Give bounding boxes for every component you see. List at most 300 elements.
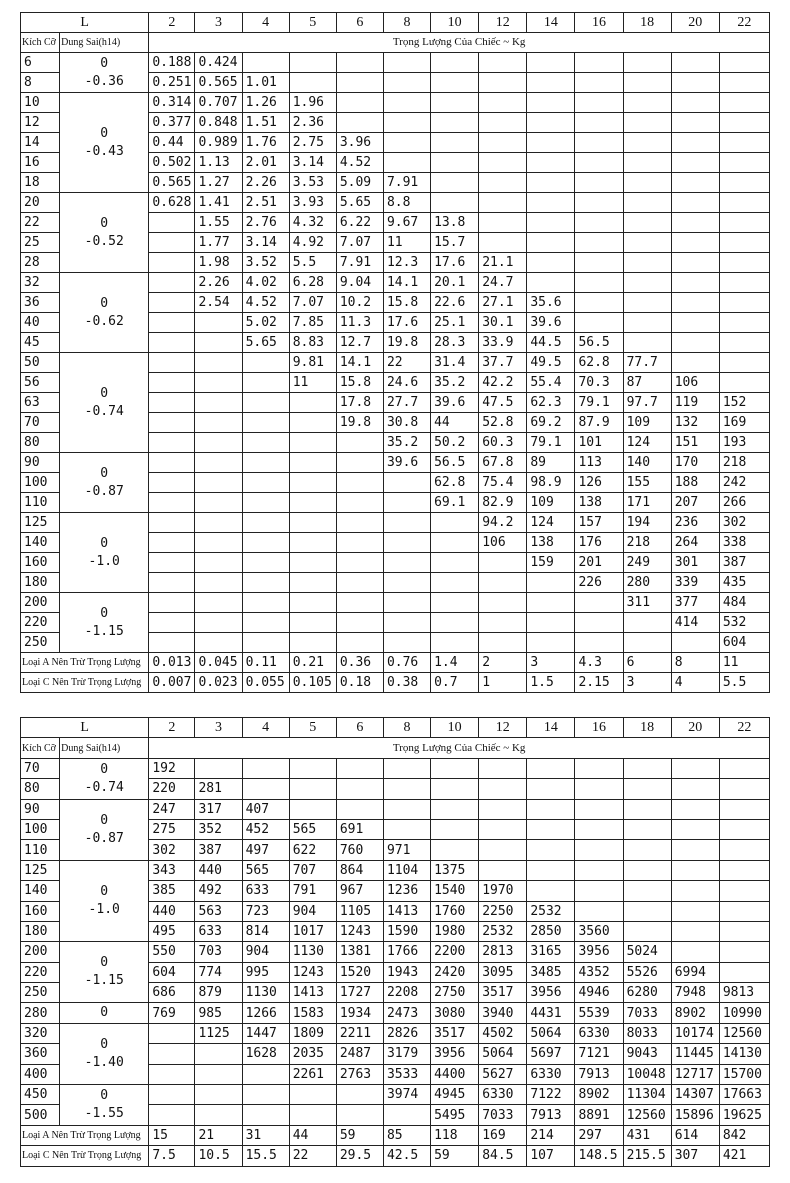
weight-cell (719, 373, 769, 393)
weight-cell (623, 233, 671, 253)
weight-cell (383, 533, 430, 553)
weight-cell (671, 113, 719, 133)
deduction-cell: 85 (383, 1125, 430, 1145)
weight-cell (527, 573, 575, 593)
weight-cell: 44 (431, 413, 479, 433)
weight-cell: 4400 (431, 1064, 479, 1084)
weight-cell: 5.65 (242, 333, 289, 353)
weight-cell (149, 313, 195, 333)
weight-cell: 13.8 (431, 213, 479, 233)
weight-cell (575, 613, 623, 633)
weight-cell (623, 153, 671, 173)
weight-cell (719, 233, 769, 253)
deduction-cell: 307 (671, 1146, 719, 1166)
weight-cell: 82.9 (479, 493, 527, 513)
length-header-cell: 20 (671, 718, 719, 738)
weight-cell: 124 (623, 433, 671, 453)
weight-cell (431, 133, 479, 153)
size-cell: 90 (21, 453, 60, 473)
weight-cell: 101 (575, 433, 623, 453)
weight-cell: 3179 (383, 1044, 430, 1064)
table-row (21, 453, 770, 473)
weight-cell: 1130 (242, 983, 289, 1003)
tolerance-value: 0 (100, 535, 109, 551)
weight-cell (671, 881, 719, 901)
weight-cell (336, 613, 383, 633)
weight-cell: 3485 (527, 962, 575, 982)
weight-cell (149, 373, 195, 393)
table-row (21, 1003, 770, 1023)
weight-cell: 760 (336, 840, 383, 860)
weight-cell: 4.32 (289, 213, 336, 233)
weight-cell: 106 (671, 373, 719, 393)
tolerance-cell (60, 1023, 149, 1084)
size-cell: 125 (21, 513, 60, 533)
weight-cell: 70.3 (575, 373, 623, 393)
weight-cell: 152 (719, 393, 769, 413)
weight-cell (383, 1105, 430, 1125)
length-header-cell: 8 (383, 13, 430, 33)
weight-cell (336, 553, 383, 573)
weight-cell: 207 (671, 493, 719, 513)
deduction-row (21, 1125, 770, 1145)
weight-cell (289, 779, 336, 799)
weight-cell: 2750 (431, 983, 479, 1003)
weight-cell (336, 53, 383, 73)
weight-cell: 49.5 (527, 353, 575, 373)
length-header-cell: 2 (149, 13, 195, 33)
weight-cell: 33.9 (479, 333, 527, 353)
weight-cell: 27.7 (383, 393, 430, 413)
weight-cell (431, 573, 479, 593)
deduction-row (21, 653, 770, 673)
deduction-cell: 118 (431, 1125, 479, 1145)
header-row (21, 718, 770, 738)
weight-cell: 194 (623, 513, 671, 533)
weight-cell (242, 633, 289, 653)
deduction-cell: 21 (195, 1125, 242, 1145)
weight-cell (719, 779, 769, 799)
weight-cell: 791 (289, 881, 336, 901)
size-cell: 90 (21, 799, 60, 819)
weight-cell: 4.52 (242, 293, 289, 313)
weight-cell: 281 (195, 779, 242, 799)
size-cell: 100 (21, 819, 60, 839)
weight-cell: 532 (719, 613, 769, 633)
weight-cell (575, 133, 623, 153)
weight-cell: 1760 (431, 901, 479, 921)
weight-cell (242, 613, 289, 633)
weight-cell (575, 193, 623, 213)
size-cell: 360 (21, 1044, 60, 1064)
weight-cell (149, 393, 195, 413)
weight-cell: 62.3 (527, 393, 575, 413)
weight-cell (479, 799, 527, 819)
size-cell: 500 (21, 1105, 60, 1125)
weight-cell (479, 593, 527, 613)
length-header-cell: 14 (527, 718, 575, 738)
weight-cell: 0.44 (149, 133, 195, 153)
weight-cell (431, 779, 479, 799)
weight-cell: 377 (671, 593, 719, 613)
tolerance-cell (60, 453, 149, 513)
weight-cell (479, 73, 527, 93)
weight-cell (149, 273, 195, 293)
weight-cell (195, 493, 242, 513)
tolerance-value: 0 (100, 465, 109, 481)
weight-cell: 31.4 (431, 353, 479, 373)
length-header-cell: 22 (719, 13, 769, 33)
size-cell: 200 (21, 593, 60, 613)
weight-cell: 604 (149, 962, 195, 982)
weight-cell: 5064 (479, 1044, 527, 1064)
table-row (21, 353, 770, 373)
tolerance-value: 0 (100, 125, 109, 141)
weight-cell (575, 779, 623, 799)
deduction-cell: 11 (719, 653, 769, 673)
weight-cell: 5495 (431, 1105, 479, 1125)
deduction-row (21, 673, 770, 693)
weight-cell: 2250 (479, 901, 527, 921)
weight-cell: 2211 (336, 1023, 383, 1043)
weight-cell (719, 273, 769, 293)
weight-cell: 1.01 (242, 73, 289, 93)
weight-cell (336, 453, 383, 473)
tolerance-cell (60, 273, 149, 353)
weight-cell: 1980 (431, 921, 479, 941)
weight-cell (575, 840, 623, 860)
weight-cell (623, 73, 671, 93)
weight-cell: 140 (623, 453, 671, 473)
weight-cell: 1.55 (195, 213, 242, 233)
weight-cell: 30.8 (383, 413, 430, 433)
weight-cell (195, 313, 242, 333)
weight-cell (383, 593, 430, 613)
weight-cell (479, 233, 527, 253)
weight-cell (719, 921, 769, 941)
weight-cell: 1.96 (289, 93, 336, 113)
weight-cell (383, 819, 430, 839)
weight-cell: 7913 (575, 1064, 623, 1084)
weight-cell: 176 (575, 533, 623, 553)
size-cell: 12 (21, 113, 60, 133)
weight-cell: 563 (195, 901, 242, 921)
size-cell: 180 (21, 921, 60, 941)
weight-cell: 1.51 (242, 113, 289, 133)
weight-cell (383, 573, 430, 593)
weight-cell (431, 93, 479, 113)
weight-cell: 440 (195, 860, 242, 880)
weight-cell: 14.1 (336, 353, 383, 373)
weight-cell: 3.14 (242, 233, 289, 253)
weight-cell: 339 (671, 573, 719, 593)
tolerance-value: -0.36 (84, 73, 124, 89)
weight-cell (336, 493, 383, 513)
weight-cell (479, 153, 527, 173)
weight-cell (719, 840, 769, 860)
length-header-cell: 8 (383, 718, 430, 738)
weight-cell: 5697 (527, 1044, 575, 1064)
size-cell: 20 (21, 193, 60, 213)
weight-cell (195, 553, 242, 573)
weight-cell: 15.7 (431, 233, 479, 253)
weight-cell (719, 253, 769, 273)
weight-cell (431, 513, 479, 533)
weight-cell: 109 (623, 413, 671, 433)
weight-cell: 39.6 (431, 393, 479, 413)
weight-cell (575, 53, 623, 73)
deduction-cell: 15.5 (242, 1146, 289, 1166)
weight-cell (431, 819, 479, 839)
weight-cell: 1590 (383, 921, 430, 941)
weight-cell (575, 860, 623, 880)
weight-cell (336, 573, 383, 593)
weight-cell (242, 393, 289, 413)
weight-cell (149, 413, 195, 433)
tolerance-value: -1.15 (84, 623, 124, 639)
weight-cell: 3095 (479, 962, 527, 982)
weight-cell: 30.1 (479, 313, 527, 333)
weight-cell: 79.1 (575, 393, 623, 413)
weight-cell: 2.54 (195, 293, 242, 313)
size-cell: 450 (21, 1085, 60, 1105)
weight-cell: 56.5 (431, 453, 479, 473)
weight-cell: 565 (242, 860, 289, 880)
weight-cell: 242 (719, 473, 769, 493)
weight-cell: 967 (336, 881, 383, 901)
weight-cell (623, 819, 671, 839)
weight-cell (623, 213, 671, 233)
size-column-header: Kích Cỡ (21, 738, 60, 758)
weight-cell: 11304 (623, 1085, 671, 1105)
weight-cell: 8.8 (383, 193, 430, 213)
table-row (21, 799, 770, 819)
weight-cell (431, 593, 479, 613)
tolerance-value: -1.0 (88, 553, 120, 569)
size-cell: 220 (21, 962, 60, 982)
weight-cell: 3080 (431, 1003, 479, 1023)
deduction-cell: 2.15 (575, 673, 623, 693)
weight-cell (719, 113, 769, 133)
length-header-cell: 22 (719, 718, 769, 738)
size-cell: 160 (21, 901, 60, 921)
table-row (21, 1085, 770, 1105)
weight-cell (671, 942, 719, 962)
weight-cell (479, 113, 527, 133)
weight-cell: 20.1 (431, 273, 479, 293)
weight-cell (527, 633, 575, 653)
weight-cell: 35.2 (383, 433, 430, 453)
weight-cell (623, 633, 671, 653)
tolerance-value: 0 (100, 955, 109, 971)
weight-cell: 24.7 (479, 273, 527, 293)
weight-cell: 79.1 (527, 433, 575, 453)
weight-cell: 3517 (431, 1023, 479, 1043)
tolerance-value: -1.15 (84, 973, 124, 989)
weight-cell: 5.5 (289, 253, 336, 273)
weight-cell (719, 942, 769, 962)
weight-cell (479, 173, 527, 193)
deduction-cell: 0.7 (431, 673, 479, 693)
deduction-cell: 4.3 (575, 653, 623, 673)
weight-cell (383, 473, 430, 493)
weight-cell (671, 819, 719, 839)
weight-cell (719, 333, 769, 353)
weight-cell: 1520 (336, 962, 383, 982)
weight-cell (719, 799, 769, 819)
weight-cell (336, 799, 383, 819)
length-header-cell: 16 (575, 718, 623, 738)
weight-cell (719, 73, 769, 93)
weight-cell: 44.5 (527, 333, 575, 353)
tolerance-value: 0 (100, 215, 109, 231)
weight-cell (431, 53, 479, 73)
weight-cell: 1809 (289, 1023, 336, 1043)
weight-cell (623, 133, 671, 153)
weight-cell (719, 53, 769, 73)
weight-cell: 12.7 (336, 333, 383, 353)
weight-cell (289, 633, 336, 653)
tolerance-value: 0 (100, 1036, 109, 1052)
weight-cell (383, 799, 430, 819)
weight-cell (671, 153, 719, 173)
weight-cell: 1243 (336, 921, 383, 941)
weight-cell: 5064 (527, 1023, 575, 1043)
weight-cell (195, 333, 242, 353)
weight-cell: 4945 (431, 1085, 479, 1105)
tolerance-value: 0 (100, 1087, 109, 1103)
size-cell: 70 (21, 758, 60, 778)
weight-cell (289, 1105, 336, 1125)
weight-cell: 19.8 (336, 413, 383, 433)
weight-cell (479, 193, 527, 213)
weight-cell: 9.04 (336, 273, 383, 293)
weight-cell (289, 393, 336, 413)
deduction-cell: 842 (719, 1125, 769, 1145)
weight-cell (149, 1085, 195, 1105)
weight-cell: 52.8 (479, 413, 527, 433)
weight-cell (242, 1085, 289, 1105)
deduction-cell: 214 (527, 1125, 575, 1145)
deduction-cell: 29.5 (336, 1146, 383, 1166)
length-header-cell: 5 (289, 13, 336, 33)
weight-cell: 24.6 (383, 373, 430, 393)
weight-cell: 1017 (289, 921, 336, 941)
deduction-cell: 297 (575, 1125, 623, 1145)
deduction-cell: 0.013 (149, 653, 195, 673)
weight-cell: 703 (195, 942, 242, 962)
weight-cell (527, 593, 575, 613)
size-cell: 110 (21, 493, 60, 513)
weight-cell: 151 (671, 433, 719, 453)
tolerance-value: 0 (100, 884, 109, 900)
weight-cell (575, 593, 623, 613)
tolerance-cell (60, 193, 149, 273)
weight-cell: 1413 (383, 901, 430, 921)
weight-cell: 3.96 (336, 133, 383, 153)
weight-cell: 4.52 (336, 153, 383, 173)
weight-cell (242, 373, 289, 393)
weight-cell: 0.565 (149, 173, 195, 193)
weight-cell (623, 113, 671, 133)
weight-cell: 0.848 (195, 113, 242, 133)
weight-cell (289, 533, 336, 553)
size-cell: 200 (21, 942, 60, 962)
weight-cell (289, 758, 336, 778)
tolerance-value: -0.52 (84, 233, 124, 249)
weight-cell: 995 (242, 962, 289, 982)
weight-cell (671, 921, 719, 941)
weight-cell: 87.9 (575, 413, 623, 433)
weight-cell: 1266 (242, 1003, 289, 1023)
weight-cell (623, 840, 671, 860)
deduction-cell: 10.5 (195, 1146, 242, 1166)
size-cell: 14 (21, 133, 60, 153)
weight-cell (575, 213, 623, 233)
weight-cell (671, 758, 719, 778)
weight-cell (242, 779, 289, 799)
weight-cell: 2.51 (242, 193, 289, 213)
weight-cell (242, 533, 289, 553)
weight-cell: 249 (623, 553, 671, 573)
table-row (21, 93, 770, 113)
weight-table-2 (20, 717, 770, 1167)
weight-cell: 247 (149, 799, 195, 819)
weight-cell (671, 233, 719, 253)
size-cell: 18 (21, 173, 60, 193)
weight-cell (149, 473, 195, 493)
size-cell: 6 (21, 53, 60, 73)
weight-cell: 435 (719, 573, 769, 593)
weight-cell: 2.01 (242, 153, 289, 173)
weight-cell: 385 (149, 881, 195, 901)
weight-cell (383, 493, 430, 513)
weight-cell: 2.26 (195, 273, 242, 293)
weight-cell: 35.2 (431, 373, 479, 393)
weight-cell: 280 (623, 573, 671, 593)
weight-cell: 774 (195, 962, 242, 982)
weight-cell (623, 881, 671, 901)
deduction-cell: 0.38 (383, 673, 430, 693)
weight-cell (575, 173, 623, 193)
deduction-cell: 3 (527, 653, 575, 673)
weight-cell (527, 93, 575, 113)
weight-cell (479, 860, 527, 880)
deduction-cell: 0.21 (289, 653, 336, 673)
weight-cell: 75.4 (479, 473, 527, 493)
weight-cell: 317 (195, 799, 242, 819)
weight-cell: 218 (719, 453, 769, 473)
weight-cell: 37.7 (479, 353, 527, 373)
weight-cell: 6.28 (289, 273, 336, 293)
weight-cell: 62.8 (431, 473, 479, 493)
weight-cell (623, 193, 671, 213)
weight-cell: 11 (383, 233, 430, 253)
weight-cell (195, 413, 242, 433)
weight-cell (527, 53, 575, 73)
weight-cell: 17.6 (383, 313, 430, 333)
weight-cell (671, 901, 719, 921)
weight-cell (527, 860, 575, 880)
weight-cell (195, 533, 242, 553)
weight-cell (623, 901, 671, 921)
table-row (21, 942, 770, 962)
weight-cell: 138 (527, 533, 575, 553)
weight-cell (575, 633, 623, 653)
weight-cell (195, 1044, 242, 1064)
weight-cell: 264 (671, 533, 719, 553)
deduction-cell: 1.4 (431, 653, 479, 673)
